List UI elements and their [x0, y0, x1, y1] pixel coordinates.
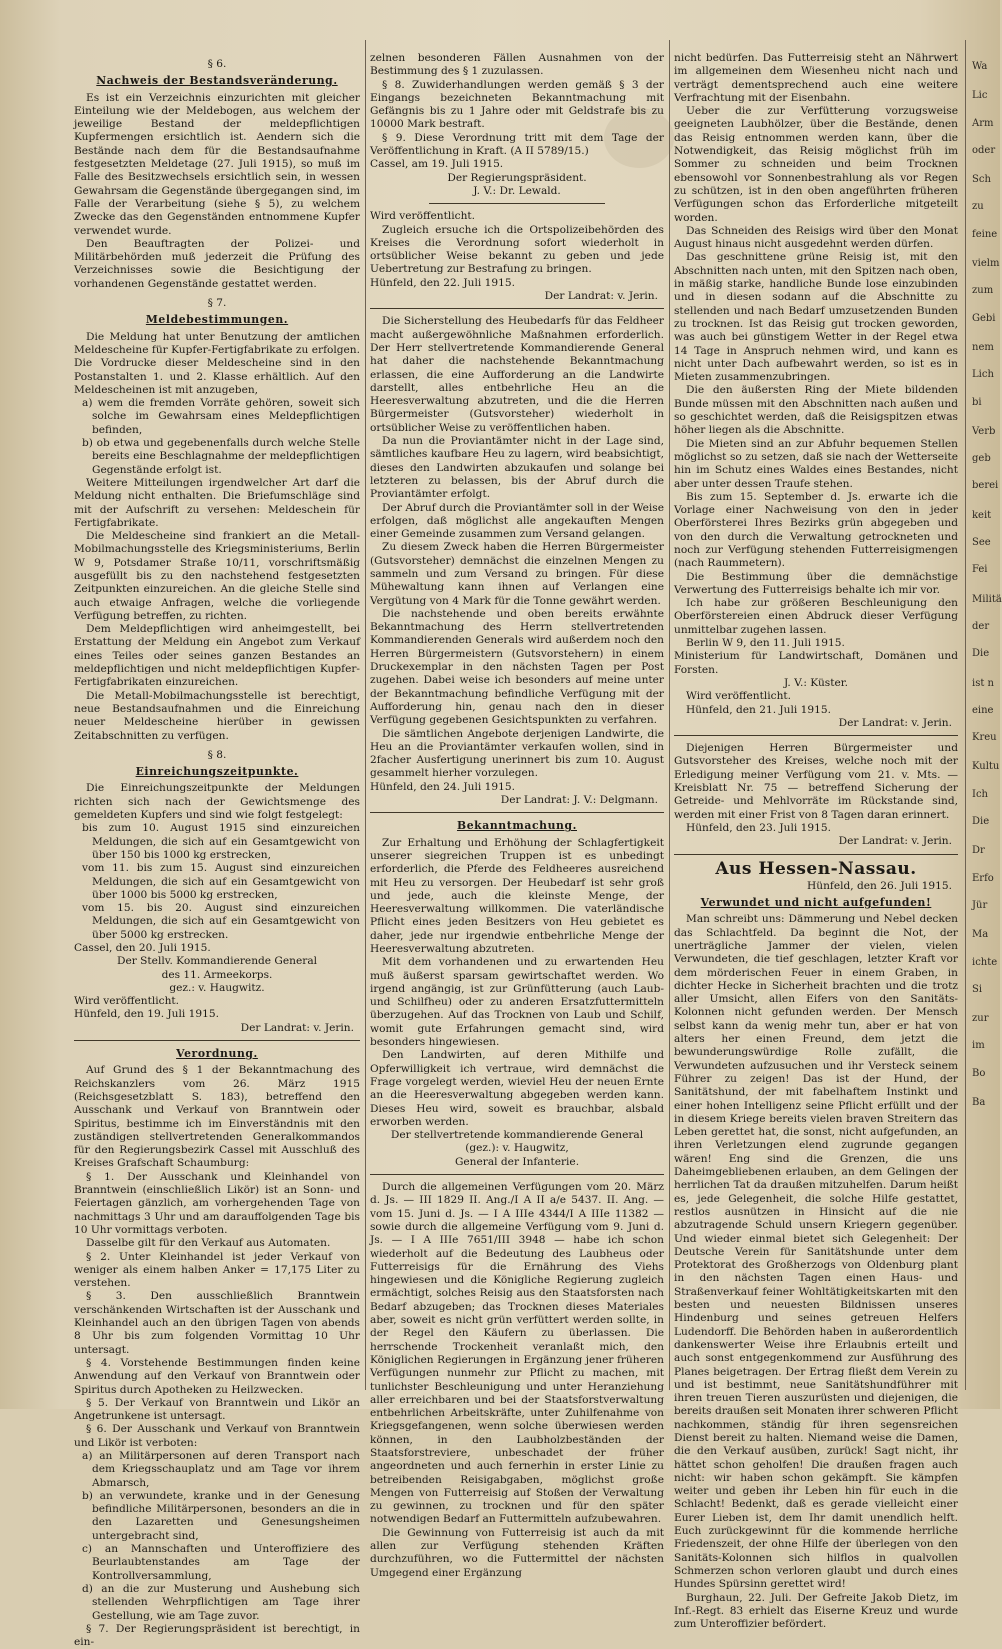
paragraph: Burghaun, 22. Juli. Der Gefreite Jakob Dietz, im Inf.-Regt. 83 erhielt das Eiserne Kreuz und wurde zum Unteroffizier befördert. [674, 1591, 958, 1631]
signature: Der Stellv. Kommandierende General [116, 955, 318, 968]
column-fragment: der [972, 620, 990, 632]
signature: Der Landrat: v. Jerin. [240, 1021, 354, 1034]
dateline: Hünfeld, den 23. Juli 1915. [686, 821, 831, 834]
paragraph: Die nachstehende und oben bereits erwähnte Bekanntmachung des Herrn stellvertretenden Kommandierenden Generals wird außerdem noch den Herren Bürgermeistern (Gutsvorstehern) in einem Druckexemplar in den nächsten Tagen per Post zugehen. Dabei weise ich besonders auf meine unter der Bekanntmachung befindliche Verfügung mit der Aufforderung hin, genau nach den in dieser Verfügung gegebenen Gesichtspunkten zu verfahren. [370, 607, 664, 727]
column-fragment: Dr [972, 845, 985, 857]
column-2 [370, 52, 664, 1579]
paragraph: Die Bestimmung über die demnächstige Verwertung des Futterreisigs behalte ich mir vor. [674, 570, 958, 596]
signature: gez.: v. Haugwitz. [169, 981, 265, 994]
list-item: b) ob etwa und gegebenenfalls durch welche Stelle bereits eine Beschlagnahme der meldepflichtigen Gegenstände erfolgt ist. [82, 437, 360, 476]
column-fragment: Lich [972, 369, 994, 381]
paragraph: Bis zum 15. September d. Js. erwarte ich die Vorlage einer Nachweisung von den in jeder Oberförsterei Ihres Bezirks grün abgegeben und von den durch die Verwaltung getrockneten und noch zur Verfügung stehenden Futterreisigmengen (nach Raummetern). [674, 490, 958, 570]
paragraph: § 8. Zuwiderhandlungen werden gemäß § 3 der Eingangs bezeichneten Bekanntmachung mit Gefängnis bis zu 1 Jahre oder mit Geldstrafe bis zu 10000 Mark bestraft. [370, 78, 664, 131]
paragraph: Den Landwirten, auf deren Mithilfe und Opferwilligkeit ich vertraue, wird demnächst die Frage vorgelegt werden, wieviel Heu der neuen Ernte an die Heeresverwaltung abgegeben werden kann. Dieses Heu wird, soweit es brauchbar, alsbald erworben werden. [370, 1049, 664, 1128]
column-fragment: Ma [972, 929, 989, 941]
paragraph: Die Sicherstellung des Heubedarfs für das Feldheer macht außergewöhnliche Maßnahmen erforderlich. Der Herr stellvertretende Kommandierende General hat daher die nachstehende Bekanntmachung erlassen, die eine Aufforderung an die Landwirte darstellt, alles entbehrliche Heu an die Heeresverwaltung abzutreten, und die die Herren Bürgermeister (Gutsvorsteher) wiederholt in ortsüblicher Weise zu veröffentlichen haben. [370, 315, 664, 434]
paragraph: Es ist ein Verzeichnis einzurichten mit gleicher Einteilung wie der Meldebogen, aus welchem der jeweilige Bestand der meldepflichtigen Kupfermengen ersichtlich ist. Aendern sich die Bestände nach dem für die Bestandsaufnahme festgesetzten Meldetage (27. Juli 1915), so muß im Falle des Besitzwechsels ersichtlich sein, in wessen Gewahrsam die Gegenstände übergegangen sind, im Falle der Verarbeitung (siehe § 5), zu welchem Zwecke das den Gegenständen entnommene Kupfer verwendet wurde. [74, 91, 360, 237]
list-item: a) wem die fremden Vorräte gehören, soweit sich solche im Gewahrsam eines Meldepflichtigen befinden, [82, 397, 360, 436]
column-fragment: Gebi [972, 312, 996, 324]
column-fragment: Fei [972, 564, 988, 576]
paragraph: Weitere Mitteilungen irgendwelcher Art darf die Meldung nicht enthalten. Die Briefumschläge sind mit der Aufschrift zu versehen: Meldeschein für Fertigfabrikate. [74, 476, 360, 529]
column-1 [74, 52, 360, 1649]
divider [370, 1174, 664, 1175]
paragraph: Die sämtlichen Angebote derjenigen Landwirte, die Heu an die Proviantämter verkaufen wollen, sind in 2facher Ausfertigung unerinnert bis zum 10. August gesammelt hierher vorzulegen. [370, 727, 664, 780]
paragraph: Die Metall-Mobilmachungsstelle ist berechtigt, neue Bestandsaufnahmen und die Einreichung neuer Meldescheine hierüber in gewissen Zeitabschnitten zu verfügen. [74, 689, 360, 742]
publication-note: Wird veröffentlicht. [686, 690, 792, 703]
column-fragment: Sch [972, 174, 991, 186]
paragraph: Die Gewinnung von Futterreisig ist auch da mit allen zur Verfügung stehenden Kräften durchzuführen, wo die Futtermittel der nächsten Umgegend einer Ergänzung [370, 1526, 664, 1579]
column-fragment: Ba [972, 1096, 986, 1108]
column-fragment: zur [972, 1013, 989, 1025]
paragraph: Man schreibt uns: Dämmerung und Nebel decken das Schlachtfeld. Da beginnt die Not, der unerträgliche Jammer der vielen, vielen Verwundeten, die tief geschlagen, letzter Kraft vor dem mörderischen Feuer in einem Graben, in dichter Hecke in Sicherheit brachten und die trotz aller Umsicht, allen Eifers von den Sanitäts-Kolonnen nicht gefunden werden. Der Mensch selbst kann da wenig mehr tun, aber er hat von alters her einen Freund, dem jetzt die bewunderungswürdige Rolle zufällt, die Verwundeten aufzusuchen und ihr Versteck seinem Führer zu zeigen! Das ist der Hund, der Sanitätshund, der mit fabelhaftem Instinkt und einer hohen Intelligenz seine Pflicht erfüllt und der in diesem Kriege bereits vielen braven Streitern das Leben gerettet hat, die sonst, nicht aufgefunden, an ihren Verletzungen elend zugrunde gegangen wären! Eng sind die Grenzen, die uns Daheimgebliebenen erlauben, an dem Gelingen der herrlichen Tat da draußen mitzuhelfen. Darum heißt es, jede Gelegenheit, die solche Hilfe gestattet, restlos ausnützen in Hinsicht auf die nie abzutragende Schuld unsern Kriegern gegenüber. Und wieder einmal bietet sich Gelegenheit: Der Deutsche Verein für Sanitätshunde unter dem Protektorat des Großherzogs von Oldenburg plant in den nächsten Tagen einen Haus- und Straßenverkauf feiner Wohltätigkeitskarten mit den besten und neuesten Bildnissen unseres Hindenburg und seines getreuen Helfers Ludendorff. Die Behörden haben in außerordentlich dankenswerter Weise ihre Erlaubnis erteilt und auch sonst entgegenkommend zur Ausführung des Planes beigetragen. Der Ertrag fließt dem Verein zu und ist bestimmt, neue Sanitätshundführer mit ihren treuen Tieren auszurüsten und diejenigen, die bereits draußen seit Monaten ihrer schweren Pflicht nachkommen, ständig für ihren segensreichen Dienst bereit zu halten. Niemand weise die Damen, die den Verkauf ausüben, zurück! Sagt nicht, ihr hättet schon geholfen! Die draußen fragen auch nicht: wir haben schon gekämpft. Sie kämpfen weiter und geben ihr Leben hin für euch in die Schlacht! Bedenkt, daß es gerade vielleicht einer Eurer Lieben ist, dem Ihr damit unendlich helft. Euch zurückgewinnt für die kommende herrliche Friedenszeit, der ohne Hilfe der überlegen von den Sanitäts-Kolonnen sich hilflos in qualvollen Schmerzen schon verloren glaubt und durch eines Hundes Spürsinn gerettet wird! [674, 913, 958, 1591]
signature: Der stellvertretende kommandierende General [390, 1129, 644, 1142]
column-fragment: Militä [972, 593, 1002, 605]
column-fragment: geb [972, 453, 991, 465]
dateline: Cassel, den 20. Juli 1915. [74, 942, 211, 954]
dateline: Cassel, am 19. Juli 1915. [370, 158, 504, 171]
paragraph: Die den äußersten Ring der Miete bildenden Bunde müssen mit den Abschnitten nach außen und so geschichtet werden, daß die Reisigspitzen etwas höher liegen als die Abschnitte. [674, 384, 958, 437]
paragraph: Dasselbe gilt für den Verkauf aus Automaten. [86, 1237, 331, 1250]
column-fragment: See [972, 537, 991, 549]
paragraph: Die Einreichungszeitpunkte der Meldungen richten sich nach der Gewichtsmenge des gemeldeten Kupfers und sind wie folgt festgelegt: [74, 782, 360, 822]
signature: General der Infanterie. [454, 1155, 580, 1168]
column-rule [669, 40, 670, 1390]
column-fragment: keit [972, 509, 992, 521]
dateline: Hünfeld, den 26. Juli 1915. [807, 879, 952, 892]
paragraph: zelnen besonderen Fällen Ausnahmen von der Bestimmung des § 1 zuzulassen. [370, 52, 664, 78]
signature: Der Landrat: v. Jerin. [838, 716, 952, 729]
column-fragment: Erfo [972, 872, 994, 884]
paragraph: Ich habe zur größeren Beschleunigung den Oberförstereien einen Abdruck dieser Verfügung unmittelbar zugehen lassen. [674, 597, 958, 636]
paragraph: Die Meldescheine sind frankiert an die Metall-Mobilmachungsstelle des Kriegsministeriums, Berlin W 9, Potsdamer Straße 10/11, vorschriftsmäßig ausgefüllt bis zu den nachstehend festgesetzten Zeitpunkten einzureichen. An die gleiche Stelle sind auch etwaige Anfragen, welche die vorliegende Verfügung betreffen, zu richten. [74, 530, 360, 622]
column-fragment: zu [972, 201, 984, 213]
signature: Der Landrat: J. V.: Delgmann. [500, 794, 658, 807]
column-fragment: berei [972, 480, 999, 492]
column-3 [674, 52, 958, 1631]
list-item: b) an verwundete, kranke und in der Genesung befindliche Militärpersonen, besonders an die in den Lazaretten und Genesungsheimen untergebracht sind, [82, 1489, 360, 1542]
paragraph: Das geschnittene grüne Reisig ist, mit den Abschnitten nach unten, mit den Spitzen nach oben, in mäßig starke, handliche Bunde lose einzubinden und in diesen sodann auf die Abschnitte zu stellenden und nach Bedarf umzusetzenden Bunden zu trocknen. Ist das Reisig gut trocken geworden, was auch bei günstigem Wetter in der Regel etwa 14 Tage in Anspruch nehmen wird, und kann es nicht unter Dach aufbewahrt werden, so ist es in Mieten zusammenzubringen. [674, 251, 958, 384]
paragraph: § 1. Der Ausschank und Kleinhandel von Branntwein (einschließlich Likör) ist an Sonn- und Feiertagen gänzlich, am vorhergehenden Tage von nachmittags 3 Uhr und am darauffolgenden Tage bis 10 Uhr vormittags verboten. [74, 1170, 360, 1236]
paragraph: § 9. Diese Verordnung tritt mit dem Tage der Veröffentlichung in Kraft. (A II 5789/15.) [370, 131, 664, 158]
paragraph: Der Abruf durch die Proviantämter soll in der Weise erfolgen, daß möglichst alle angekauften Mengen einer Gemeinde zusammen zum Versand gelangen. [370, 501, 664, 541]
column-fragment: Jür [972, 899, 988, 911]
column-fragment: Bo [972, 1067, 986, 1079]
column-fragment: im [972, 1040, 985, 1052]
column-fragment: zum [972, 285, 994, 297]
list-item: vom 11. bis zum 15. August sind einzureichen Meldungen, die sich auf ein Gesamtgewicht von über 1000 bis 5000 kg erstrecken, [82, 862, 360, 901]
paragraph: Ueber die zur Verfütterung vorzugsweise geeigneten Laubhölzer, über die Bestände, denen das Reisig entnommen werden kann, über die Notwendigkeit, das Reisig möglichst früh im Sommer zu schneiden und beim Trocknen ebensowohl vor Sonnenbestrahlung als vor Regen zu schützen, ist in den oben angeführten früheren Verfügungen schon das Erforderliche mitgeteilt worden. [674, 105, 958, 224]
divider [674, 854, 958, 855]
column-4-cutoff [972, 60, 1000, 1310]
section-title: Verordnung. [176, 1047, 258, 1061]
section-number: § 7. [207, 297, 227, 310]
dateline: Hünfeld, den 24. Juli 1915. [370, 780, 515, 793]
paragraph: nicht bedürfen. Das Futterreisig steht an Nährwert im allgemeinen dem Wiesenheu nicht nach und verträgt dementsprechend auch eine weitere Verfrachtung mit der Eisenbahn. [674, 52, 958, 104]
paragraph: Die Mieten sind an zur Abfuhr bequemen Stellen möglichst so zu setzen, daß sie nach der Wetterseite hin im Schutz eines Waldes eines Bestandes, nicht aber unter dessen Traufe stehen. [674, 437, 958, 490]
column-fragment: Si [972, 983, 983, 995]
signature: J. V.: Küster. [784, 676, 848, 689]
column-fragment: oder [972, 144, 996, 156]
column-fragment: nem [972, 341, 994, 353]
paragraph: § 6. Der Ausschank und Verkauf von Branntwein und Likör ist verboten: [74, 1423, 360, 1449]
divider [370, 812, 664, 813]
section-title: Bekanntmachung. [456, 819, 577, 833]
column-fragment: feine [972, 228, 998, 240]
column-fragment: eine [972, 704, 994, 716]
paragraph: Da nun die Proviantämter nicht in der Lage sind, sämtliches kaufbare Heu zu lagern, wird beabsichtigt, dieses den Landwirten abzukaufen und solange bei letzteren zu belassen, bis der Abruf durch die Proviantämter erfolgt. [370, 435, 664, 501]
paragraph: Dem Meldepflichtigen wird anheimgestellt, bei Erstattung der Meldung ein Angebot zum Verkauf eines Teiles oder seines ganzen Bestandes an meldepflichtigen und nicht meldepflichtigen Kupfer-Fertigfabrikaten einzureichen. [74, 623, 360, 689]
column-fragment: bi [972, 396, 982, 408]
column-fragment: ichte [972, 956, 998, 968]
publication-note: Wird veröffentlicht. [74, 995, 180, 1008]
column-rule [365, 40, 366, 1390]
article-title: Verwundet und nicht aufgefunden! [700, 896, 932, 910]
paragraph: § 4. Vorstehende Bestimmungen finden keine Anwendung auf den Verkauf von Branntwein oder Spiritus durch Apotheken zu Heilzwecken. [74, 1356, 360, 1396]
column-fragment: Die [972, 648, 990, 660]
section-title: Einreichungszeitpunkte. [135, 765, 299, 779]
column-fragment: Kultu [972, 761, 1000, 773]
paragraph: § 5. Der Verkauf von Branntwein und Likör an Angetrunkene ist untersagt. [74, 1396, 360, 1423]
paragraph: Das Schneiden des Reisigs wird über den Monat August hinaus nicht ausgedehnt werden dürfen. [674, 224, 958, 251]
list-item: a) an Militärpersonen auf deren Transport nach dem Kriegsschauplatz und am Tage vor ihrem Abmarsch, [82, 1449, 360, 1489]
section-number: § 6. [207, 58, 227, 70]
column-fragment: Lic [972, 90, 988, 102]
list-item: bis zum 10. August 1915 sind einzureichen Meldungen, die sich auf ein Gesamtgewicht von über 150 bis 1000 kg erstrecken, [82, 822, 360, 861]
divider [74, 1040, 360, 1041]
section-title: Meldebestimmungen. [145, 313, 289, 327]
section-title: Nachweis der Bestandsveränderung. [96, 74, 338, 88]
signature: Der Regierungspräsident. [447, 171, 587, 184]
dateline: Berlin W 9, den 11. Juli 1915. [686, 637, 845, 650]
list-item: vom 15. bis 20. August sind einzureichen Meldungen, die sich auf ein Gesamtgewicht von über 5000 kg erstrecken. [82, 902, 360, 941]
divider [429, 203, 605, 204]
signature: (gez.): v. Haugwitz, [465, 1142, 569, 1155]
paragraph: Zu diesem Zweck haben die Herren Bürgermeister (Gutsvorsteher) demnächst die einzelnen Mengen zu sammeln und zum Versand zu bringen. Für diese Mühewaltung kann ihnen auf Verlangen eine Vergütung von 4 Mark für die Tonne gewährt werden. [370, 541, 664, 607]
paragraph: § 2. Unter Kleinhandel ist jeder Verkauf von weniger als einem halben Anker = 17,175 Liter zu verstehen. [74, 1250, 360, 1290]
signature: Der Landrat: v. Jerin. [544, 290, 658, 303]
signature: Der Landrat: v. Jerin. [838, 835, 952, 848]
column-rule [965, 40, 966, 1390]
section-banner: Aus Hessen-Nassau. [715, 858, 917, 879]
column-fragment: Arm [972, 117, 994, 129]
paragraph: Auf Grund des § 1 der Bekanntmachung des Reichskanzlers vom 26. März 1915 (Reichsgesetzblatt S. 183), betreffend den Ausschank und Verkauf von Branntwein oder Spiritus, bestimme ich im Einverständnis mit den zuständigen stellvertretenden Generalkommandos für den Regierungsbezirk Cassel mit Ausschluß des Kreises Grafschaft Schaumburg: [74, 1064, 360, 1170]
list-item: c) an Mannschaften und Unteroffiziere des Beurlaubtenstandes am Tage der Kontrollversammlung, [82, 1543, 360, 1582]
column-fragment: vielm [972, 258, 1000, 270]
paragraph: Mit dem vorhandenen und zu erwartenden Heu muß äußerst sparsam gewirtschaftet werden. Wo irgend angängig, ist zur Grünfütterung (auch Laub- und Schilfheu) oder zu anderen Ersatzfuttermitteln überzugehen. Auf das Trocknen von Laub und Schilf, womit gute Erfahrungen gemacht sind, wird besonders hingewiesen. [370, 956, 664, 1049]
paragraph: § 3. Den ausschließlich Branntwein verschänkenden Wirtschaften ist der Ausschank und Kleinhandel auch an den übrigen Tagen von abends 8 Uhr bis zum folgenden Vormittag 10 Uhr untersagt. [74, 1290, 360, 1356]
section-number: § 8. [207, 748, 227, 761]
list-item: d) an die zur Musterung und Aushebung sich stellenden Wehrpflichtigen am Tage ihrer Gestellung, wie am Tage zuvor. [82, 1582, 360, 1622]
column-fragment: Ich [972, 788, 988, 800]
dateline: Hünfeld, den 19. Juli 1915. [74, 1008, 219, 1021]
paragraph: § 7. Der Regierungspräsident ist berechtigt, in ein- [74, 1622, 360, 1649]
dateline: Hünfeld, den 21. Juli 1915. [686, 703, 831, 716]
paragraph: Den Beauftragten der Polizei- und Militärbehörden muß jederzeit die Prüfung des Verzeichnisses sowie die Besichtigung der vorhandenen Gegenstände gestattet werden. [74, 237, 360, 290]
paragraph: Zugleich ersuche ich die Ortspolizeibehörden des Kreises die Verordnung sofort wiederholt in ortsüblicher Weise bekannt zu geben und jede Uebertretung zur Bestrafung zu bringen. [370, 223, 664, 276]
divider [674, 735, 958, 736]
column-fragment: Die [972, 816, 990, 828]
column-fragment: ist n [972, 677, 994, 689]
signature: Ministerium für Landwirtschaft, Domänen und Forsten. [674, 650, 958, 676]
paragraph: Diejenigen Herren Bürgermeister und Gutsvorsteher des Kreises, welche noch mit der Erledigung meiner Verfügung vom 21. v. Mts. — Kreisblatt Nr. 75 — betreffend Sicherung der Getreide- und Mehlvorräte im Rückstande sind, werden mit einer Frist von 8 Tagen daran erinnert. [674, 742, 958, 821]
column-fragment: Verb [972, 425, 996, 437]
divider [370, 308, 664, 309]
paragraph: Die Meldung hat unter Benutzung der amtlichen Meldescheine für Kupfer-Fertigfabrikate zu erfolgen. Die Vordrucke dieser Meldescheine sind in den Postanstalten 1. und 2. Klasse erhältlich. Auf den Meldescheinen ist mit anzugeben, [74, 330, 360, 396]
publication-note: Wird veröffentlicht. [370, 210, 476, 223]
signature: J. V.: Dr. Lewald. [473, 184, 561, 197]
paragraph: Zur Erhaltung und Erhöhung der Schlagfertigkeit unserer siegreichen Truppen ist es unbedingt erforderlich, die Pferde des Feldheeres ausreichend mit Heu zu versorgen. Der Heubedarf ist sehr groß und jede, auch die kleinste Menge, der Heeresverwaltung willkommen. Die vaterländische Pflicht eines jeden Besitzers von Heu gebietet es daher, jede nur irgendwie entbehrliche Menge der Heeresverwaltung abzutreten. [370, 836, 664, 955]
column-fragment: Kreu [972, 732, 997, 744]
dateline: Hünfeld, den 22. Juli 1915. [370, 276, 515, 289]
signature: des 11. Armeekorps. [161, 968, 273, 981]
paragraph: Durch die allgemeinen Verfügungen vom 20. März d. Js. — III 1829 II. Ang./I A II a/e 5437. II. Ang. — vom 15. Juni d. Js. — I A IIIe 4344/I A IIIe 11382 — sowie durch die allgemeine Verfügung vom 9. Juni d. Js. — I A IIIe 7651/III 3948 — habe ich schon wiederholt auf die Bedeutung des Laubheus oder Futterreisigs für die Ernährung des Viehs hingewiesen und die Königliche Regierung zugleich ermächtigt, solches Reisig aus den Staatsforsten nach Bedarf abzugeben; das Trocknen dieses Materiales aber, soweit es nicht grün verfüttert werden sollte, in der Regel den Käufern zu überlassen. Die herrschende Trockenheit veranlaßt mich, den Königlichen Regierungen in Ergänzung jener früheren Verfügungen nunmehr zur Pflicht zu machen, mit tunlichster Beschleunigung und unter Heranziehung aller erreichbaren und bei der Staatsforstverwaltung entbehrlichen Arbeitskräfte, unter Zuhilfenahme von Kriegsgefangenen, wenn solche überwiesen werden können, in den Laubholzbeständen der Staatsforstreviere, unbeschadet der früher angeordneten und auch fernerhin in erster Linie zu betreibenden Reisigabgaben, möglichst große Mengen von Futterreisig auf Stoßen der Verwaltung zu gewinnen, zu trocknen und für den später notwendigen Bedarf an Futtermitteln aufzubewahren. [370, 1181, 664, 1526]
column-fragment: Wa [972, 61, 988, 72]
